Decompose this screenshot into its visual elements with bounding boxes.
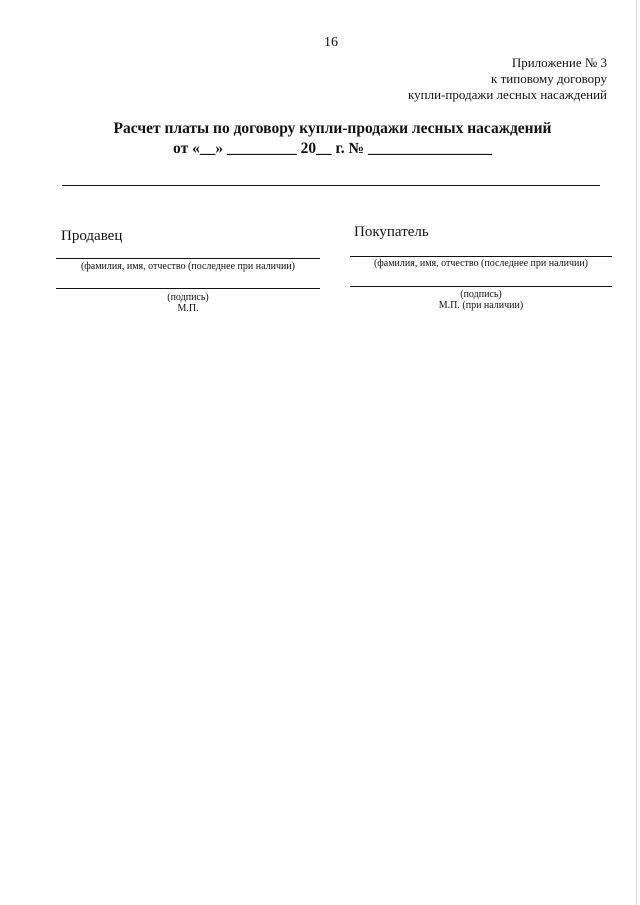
seller-stamp-caption: М.П. [177, 303, 199, 314]
seller-name-line [56, 258, 320, 259]
buyer-stamp-caption: М.П. (при наличии) [438, 300, 524, 311]
content-rule-line [62, 185, 600, 186]
appendix-line-3: купли-продажи лесных насаждений [408, 87, 607, 102]
seller-signature-line [56, 288, 320, 289]
appendix-line-2: к типовому договору [491, 71, 607, 86]
seller-name-caption: (фамилия, имя, отчество (последнее при наличии) [80, 261, 296, 272]
seller-label: Продавец [61, 228, 123, 244]
title-line-2: от «__» _________ 20__ г. № ________________ [173, 140, 492, 157]
seller-signature-caption: (подпись) [167, 292, 209, 303]
page-number: 16 [324, 35, 338, 50]
buyer-name-caption: (фамилия, имя, отчество (последнее при наличии) [373, 258, 589, 269]
appendix-header [408, 55, 607, 103]
buyer-signature-line [350, 286, 612, 287]
document-title [0, 119, 640, 159]
title-line-1: Расчет платы по договору купли-продажи лесных насаждений [113, 120, 552, 137]
buyer-name-line [350, 256, 612, 257]
appendix-line-1: Приложение № 3 [511, 55, 607, 70]
buyer-label: Покупатель [354, 224, 429, 240]
buyer-signature-caption: (подпись) [460, 289, 502, 300]
